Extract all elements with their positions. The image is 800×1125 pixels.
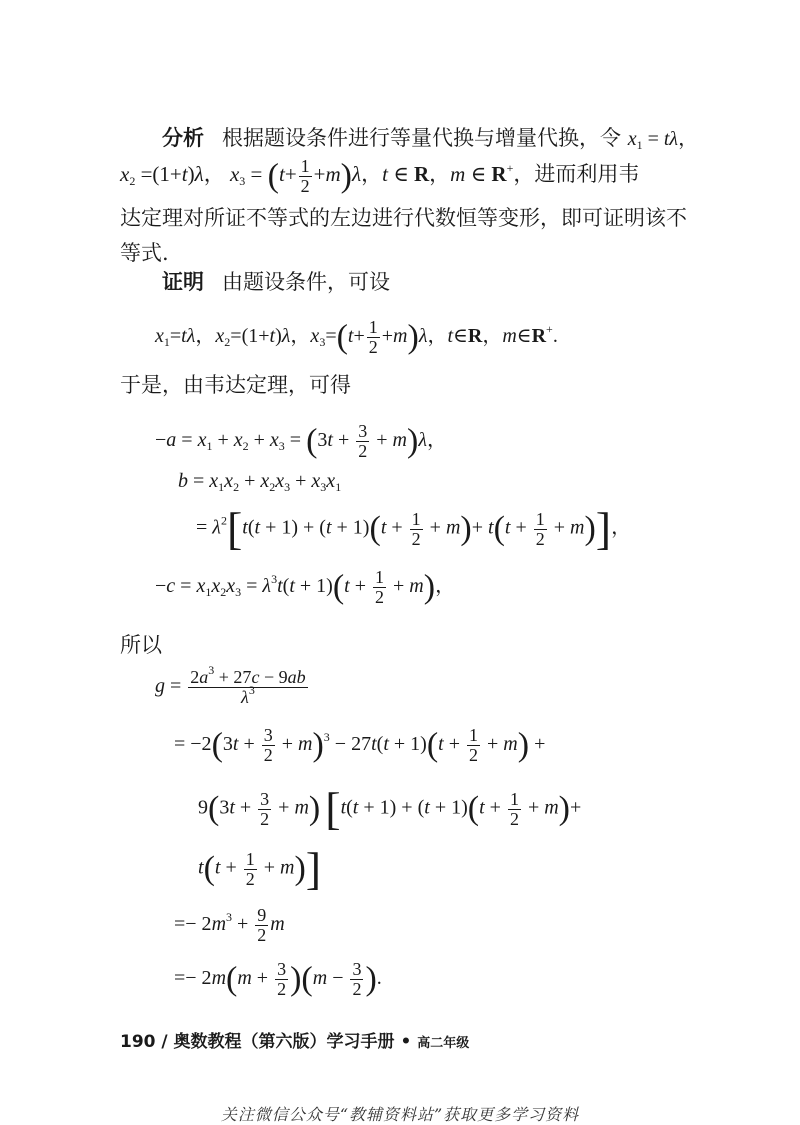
g-definition: g = $\frac{2a^3 + 27c - 9ab}{\lambda^3}$ bbox=[155, 663, 306, 707]
analysis-text-2: ，进而利用韦 bbox=[513, 162, 640, 187]
analysis-heading: 分析 bbox=[162, 126, 204, 150]
proof-so: 所以 bbox=[120, 633, 162, 657]
proof-line-1 bbox=[162, 262, 390, 302]
analysis-line-3: 达定理对所证不等式的左边进行代数恒等变形，即可证明该不 bbox=[120, 206, 687, 230]
vieta-formula-b: $b = x_1x_2 + x_2x_3 + x_3x_1$ bbox=[178, 470, 342, 494]
proof-heading: 证明 bbox=[162, 270, 204, 294]
g-step-5: =− 2m(m + $\frac{3}{2}$ )(m − $\frac{3}{2}$ ). bbox=[174, 959, 382, 999]
vieta-formula-a: $-a = x_1 + x_2 + x_3 = (3t$ + $\frac{3}{2}$ + m)λ， bbox=[155, 421, 447, 461]
book-title: / 奥数教程（第六版）学习手册 • bbox=[161, 1032, 412, 1052]
g-step-4: =− $2m^3$ + $\frac{9}{2}$ m bbox=[174, 905, 285, 945]
g-step-2: 9(3t + $\frac{3}{2}$ + m) [t(t + 1) + (t + 1)(t + $\frac{1}{2}$ + m)+ bbox=[198, 783, 582, 834]
formula-x1: $x_1 = t\lambda$， bbox=[627, 128, 699, 152]
page-footer bbox=[120, 1027, 469, 1052]
proof-intro: 由题设条件，可设 bbox=[222, 270, 390, 294]
g-step-1: = −2(3t + $\frac{3}{2}$ + m)$^3$ − 27t(t + 1)(t + $\frac{1}{2}$ + m) + bbox=[174, 725, 546, 765]
analysis-line-1 bbox=[162, 118, 698, 159]
proof-then: 于是，由韦达定理，可得 bbox=[120, 373, 351, 397]
vieta-formula-b-expanded: = $\lambda^2[t(t + 1) + (t + 1)(t$ + $\frac{1}{2}$ + m)+ t(t + $\frac{1}{2}$ + m)]， bbox=[196, 503, 632, 554]
substitution-formula: $x_1=t\lambda$，$x_2=(1+t)\lambda$，$x_3=(t+$ $\frac{1}{2}$ +m)λ，t∈R，m∈R+. bbox=[155, 317, 558, 357]
vieta-formula-c: $-c = x_1x_2x_3 = \lambda^3t(t + 1)(t$ + $\frac{1}{2}$ + m)， bbox=[155, 567, 456, 607]
analysis-line-4: 等式. bbox=[120, 241, 169, 265]
analysis-line-2-formula: $x_2 =(1+t)\lambda$， $x_3 = (t+$ $\frac{1}{2}$ +m)λ，t ∈ R，m ∈ R+，进而利用韦 bbox=[120, 156, 640, 196]
watermark-text: 关注微信公众号“教辅资料站”获取更多学习资料 bbox=[220, 1105, 580, 1124]
page-number: 190 bbox=[120, 1032, 156, 1052]
g-step-3: t(t + $\frac{1}{2}$ + m)] bbox=[198, 843, 322, 894]
grade-label: 高二年级 bbox=[417, 1036, 470, 1051]
analysis-text-1: 根据题设条件进行等量代换与增量代换，令 bbox=[222, 126, 621, 150]
